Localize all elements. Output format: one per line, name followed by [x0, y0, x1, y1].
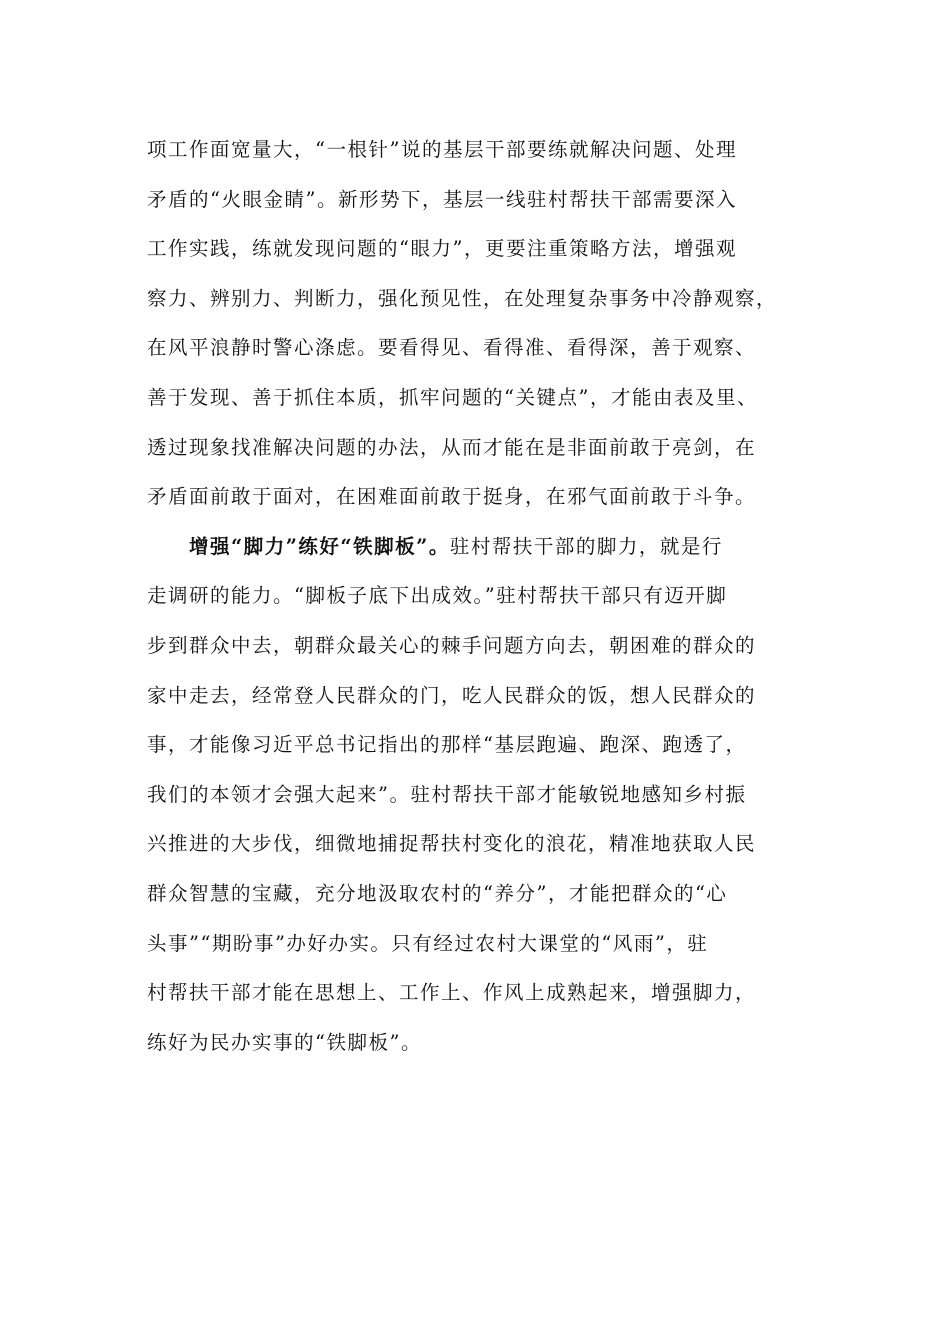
text-line: 步到群众中去，朝群众最关心的棘手问题方向去，朝困难的群众的: [147, 633, 757, 657]
text-line: 兴推进的大步伐，细微地捕捉帮扶村变化的浪花，精准地获取人民: [147, 832, 757, 856]
text-line: 察力、辨别力、判断力，强化预见性，在处理复杂事务中冷静观察，: [147, 286, 778, 310]
text-line: [147, 522, 807, 572]
text-line: 工作实践，练就发现问题的“眼力”，更要注重策略方法，增强观: [147, 237, 737, 261]
paragraph-eye-power: [147, 125, 807, 522]
heading-continuation: 驻村帮扶干部的脚力，就是行: [449, 534, 723, 558]
text-line: 善于发现、善于抓住本质，抓牢问题的“关键点”，才能由表及里、: [147, 385, 758, 409]
text-line: 在风平浪静时警心涤虑。要看得见、看得准、看得深，善于观察、: [147, 336, 757, 360]
paragraph-foot-power: [147, 522, 807, 1068]
text-line: 走调研的能力。“脚板子底下出成效。”驻村帮扶干部只有迈开脚: [147, 584, 728, 608]
text-line: 透过现象找准解决问题的办法，从而才能在是非面前敢于亮剑，在: [147, 435, 757, 459]
text-line: 事，才能像习近平总书记指出的那样“基层跑遍、跑深、跑透了，: [147, 733, 747, 757]
text-line: 矛盾面前敢于面对，在困难面前敢于挺身，在邪气面前敢于斗争。: [147, 485, 757, 509]
paragraph-heading: 增强“脚力”练好“铁脚板”。: [189, 534, 450, 558]
text-line: 项工作面宽量大，“一根针”说的基层干部要练就解决问题、处理: [147, 138, 737, 161]
text-line: 矛盾的“火眼金睛”。新形势下，基层一线驻村帮扶干部需要深入: [147, 187, 737, 211]
text-line: 我们的本领才会强大起来”。驻村帮扶干部才能敏锐地感知乡村振: [147, 782, 747, 806]
text-line: 群众智慧的宝藏，充分地汲取农村的“养分”，才能把群众的“心: [147, 881, 728, 905]
document-body: [147, 125, 807, 1067]
text-line: 家中走去，经常登人民群众的门，吃人民群众的饭，想人民群众的: [147, 683, 757, 707]
text-line: 村帮扶干部才能在思想上、工作上、作风上成熟起来，增强脚力，: [147, 981, 757, 1005]
text-line: 练好为民办实事的“铁脚板”。: [147, 1030, 422, 1054]
text-line: 头事”“期盼事”办好办实。只有经过农村大课堂的“风雨”，驻: [147, 931, 709, 955]
